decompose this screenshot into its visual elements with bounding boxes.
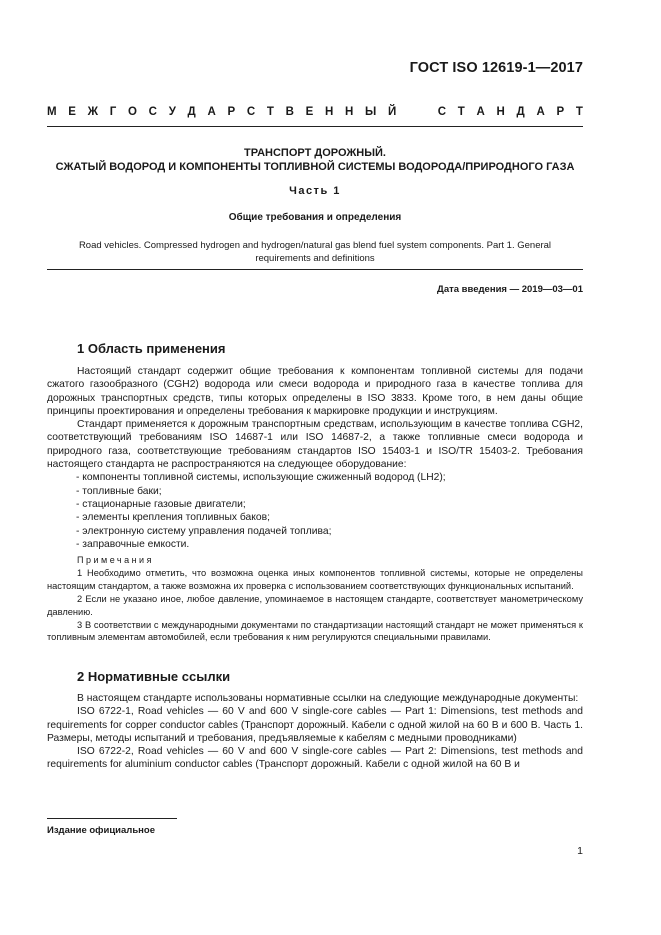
notes-heading: Примечания (77, 555, 154, 566)
list-item: - топливные баки; (76, 485, 162, 497)
section-1-body (47, 365, 583, 644)
heading-letter: Р (227, 106, 236, 118)
heading-letter: Т (575, 106, 583, 118)
reference: ISO 6722-2, Road vehicles — 60 V and 600 V single-core cables — Part 2: Dimensions, test methods and requirements for aluminium conductor cables (Транспорт дорожный. Кабели с одной жилой на 60 В и (47, 746, 583, 771)
heading-letter: Н (345, 106, 354, 118)
heading-letter: Ж (87, 106, 99, 118)
heading-letter: Г (109, 106, 117, 118)
section-2-body (47, 692, 583, 772)
heading-letter: Д (187, 106, 196, 118)
list-item: - элементы крепления топливных баков; (76, 512, 270, 524)
heading-letter: Т (266, 106, 274, 118)
heading-letter: Е (305, 106, 314, 118)
note: 2 Если не указано иное, любое давление, упоминаемое в настоящем стандарте, соответствует манометрическому давлению. (47, 594, 583, 617)
title-line-1: ТРАНСПОРТ ДОРОЖНЫЙ. (244, 147, 386, 159)
paragraph: В настоящем стандарте использованы нормативные ссылки на следующие международные документы: (77, 693, 579, 704)
footer-rule (47, 818, 177, 819)
english-title-line-1: Road vehicles. Compressed hydrogen and hydrogen/natural gas blend fuel system components. Part 1. General (78, 240, 552, 251)
heading-letter: Е (68, 106, 76, 118)
heading-letter: Т (457, 106, 465, 118)
title-rule (47, 269, 583, 270)
section-1-heading: 1 Область применения (77, 341, 226, 356)
heading-letter: Р (556, 106, 565, 118)
edition-label: Издание официальное (47, 825, 155, 836)
section-2-heading: 2 Нормативные ссылки (77, 669, 231, 684)
heading-letter: У (168, 106, 176, 118)
part-label: Часть 1 (289, 185, 341, 197)
heading-letter: Ы (365, 106, 377, 118)
heading-letter: А (476, 106, 485, 118)
subtitle: Общие требования и определения (228, 212, 402, 223)
heading-letter: Й (387, 106, 397, 118)
heading-letter: С (437, 106, 447, 118)
heading-letter: В (285, 106, 294, 118)
list-item: - электронную систему управления подачей топлива; (76, 525, 332, 537)
heading-letter: Н (324, 106, 334, 118)
reference: ISO 6722-1, Road vehicles — 60 V and 600 V single-core cables — Part 1: Dimensions, test methods and requirements for copper conductor cables (Транспорт дорожный. Кабели с одной жилой на 60 В и 600 В. Часть 1. Размеры, методы испытаний и требования, предъявляемые к кабелям с медными проводниками) (47, 706, 583, 744)
title-line-2: СЖАТЫЙ ВОДОРОД И КОМПОНЕНТЫ ТОПЛИВНОЙ СИСТЕМЫ ВОДОРОДА/ПРИРОДНОГО ГАЗА (55, 161, 575, 173)
paragraph: Стандарт применяется к дорожным транспортным средствам, использующим в качестве топлива CGH2, соответствующий требованиям ISO 14687-1 или ISO 14687-2, а также топливные смеси водорода и природного газа, соответствующие требованиям стандартов ISO 15403-1 и ISO/TR 15403-2. Требования настоящего стандарта не распространяются на следующее оборудование: (47, 419, 583, 471)
heading-letter: Д (516, 106, 525, 118)
heading-letter: А (536, 106, 545, 118)
heading-letter: А (207, 106, 216, 118)
list-item: - компоненты топливной системы, использующие сжиженный водород (LH2); (76, 472, 446, 484)
heading-letter (408, 106, 411, 118)
paragraph: Настоящий стандарт содержит общие требования к компонентам топливной системы для подачи сжатого газообразного (CGH2) водорода или смеси водорода и природного газа в качестве топлива для дорожных транспортных средств, типы которых определены в ISO 3833. Кроме того, в нем даны общие принципы проектирования и определены требования к маркировке продукции и инструкциям. (47, 366, 583, 417)
list-item: - стационарные газовые двигатели; (76, 498, 246, 510)
effective-date: Дата введения — 2019—03—01 (437, 284, 583, 295)
heading-letter: О (128, 106, 137, 118)
list-item: - заправочные емкости. (76, 538, 190, 550)
standard-type-heading (47, 106, 583, 118)
heading-letter (423, 106, 426, 118)
header-rule (47, 126, 583, 127)
note: 3 В соответствии с международными документами по стандартизации настоящий стандарт не может применяться к топливным элементам автомобилей, если требования к ним регулируются специальными правилами. (47, 619, 583, 643)
document-title (47, 146, 583, 174)
note: 1 Необходимо отметить, что возможна оценка иных компонентов топливной системы, которые не определены настоящим стандартом, а также возможна их проверка с использованием соответствующих функциональных испытаний. (47, 568, 583, 592)
heading-letter: Н (496, 106, 505, 118)
page-number: 1 (577, 845, 583, 857)
heading-letter: С (148, 106, 157, 118)
standard-code: ГОСТ ISO 12619-1—2017 (409, 60, 583, 76)
heading-letter: М (47, 106, 57, 118)
english-title-line-2: requirements and definitions (255, 253, 375, 264)
heading-letter: С (246, 106, 256, 118)
english-title (47, 239, 583, 265)
